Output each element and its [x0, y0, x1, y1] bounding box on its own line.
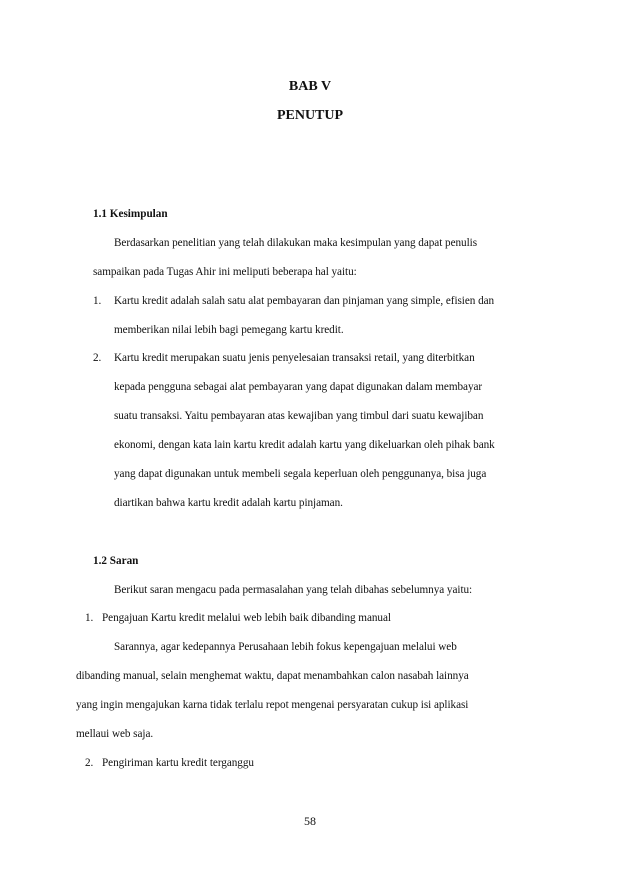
paragraph-line: Sarannya, agar kedepannya Perusahaan lebih fokus kepengajuan melalui web [114, 641, 457, 653]
list-item-line: Kartu kredit merupakan suatu jenis penyelesaian transaksi retail, yang diterbitkan [114, 352, 475, 364]
section-heading-kesimpulan: 1.1 Kesimpulan [93, 208, 168, 220]
section-heading-saran: 1.2 Saran [93, 555, 139, 567]
paragraph-line: sampaikan pada Tugas Ahir ini meliputi beberapa hal yaitu: [93, 266, 357, 278]
list-number: 1. [85, 612, 94, 624]
list-item-line: ekonomi, dengan kata lain kartu kredit adalah kartu yang dikeluarkan oleh pihak bank [114, 439, 495, 451]
list-item-line: diartikan bahwa kartu kredit adalah kartu pinjaman. [114, 497, 343, 509]
list-item-line: kepada pengguna sebagai alat pembayaran yang dapat digunakan dalam membayar [114, 381, 483, 393]
list-item-line: Kartu kredit adalah salah satu alat pembayaran dan pinjaman yang simple, efisien dan [114, 295, 495, 307]
chapter-title: PENUTUP [276, 108, 344, 123]
list-number: 2. [85, 757, 94, 769]
paragraph-line: Berikut saran mengacu pada permasalahan yang telah dibahas sebelumnya yaitu: [114, 584, 473, 596]
list-item-line: yang dapat digunakan untuk membeli segala keperluan oleh penggunanya, bisa juga [114, 468, 487, 480]
paragraph-line: yang ingin mengajukan karna tidak terlalu repot mengenai persyaratan cukup isi aplikasi [76, 699, 469, 711]
list-item-line: Pengiriman kartu kredit terganggu [102, 757, 254, 769]
paragraph-line: dibanding manual, selain menghemat waktu, dapat menambahkan calon nasabah lainnya [76, 670, 469, 682]
list-item-line: memberikan nilai lebih bagi pemegang kartu kredit. [114, 324, 344, 336]
list-number: 1. [93, 295, 102, 307]
page-number: 58 [304, 814, 316, 828]
paragraph-line: Berdasarkan penelitian yang telah dilakukan maka kesimpulan yang dapat penulis [114, 237, 477, 249]
list-number: 2. [93, 352, 102, 364]
chapter-label: BAB V [288, 79, 332, 94]
list-item-line: suatu transaksi. Yaitu pembayaran atas kewajiban yang timbul dari suatu kewajiban [114, 410, 484, 422]
list-item-line: Pengajuan Kartu kredit melalui web lebih baik dibanding manual [102, 612, 391, 624]
paragraph-line: mellaui web saja. [76, 728, 154, 740]
